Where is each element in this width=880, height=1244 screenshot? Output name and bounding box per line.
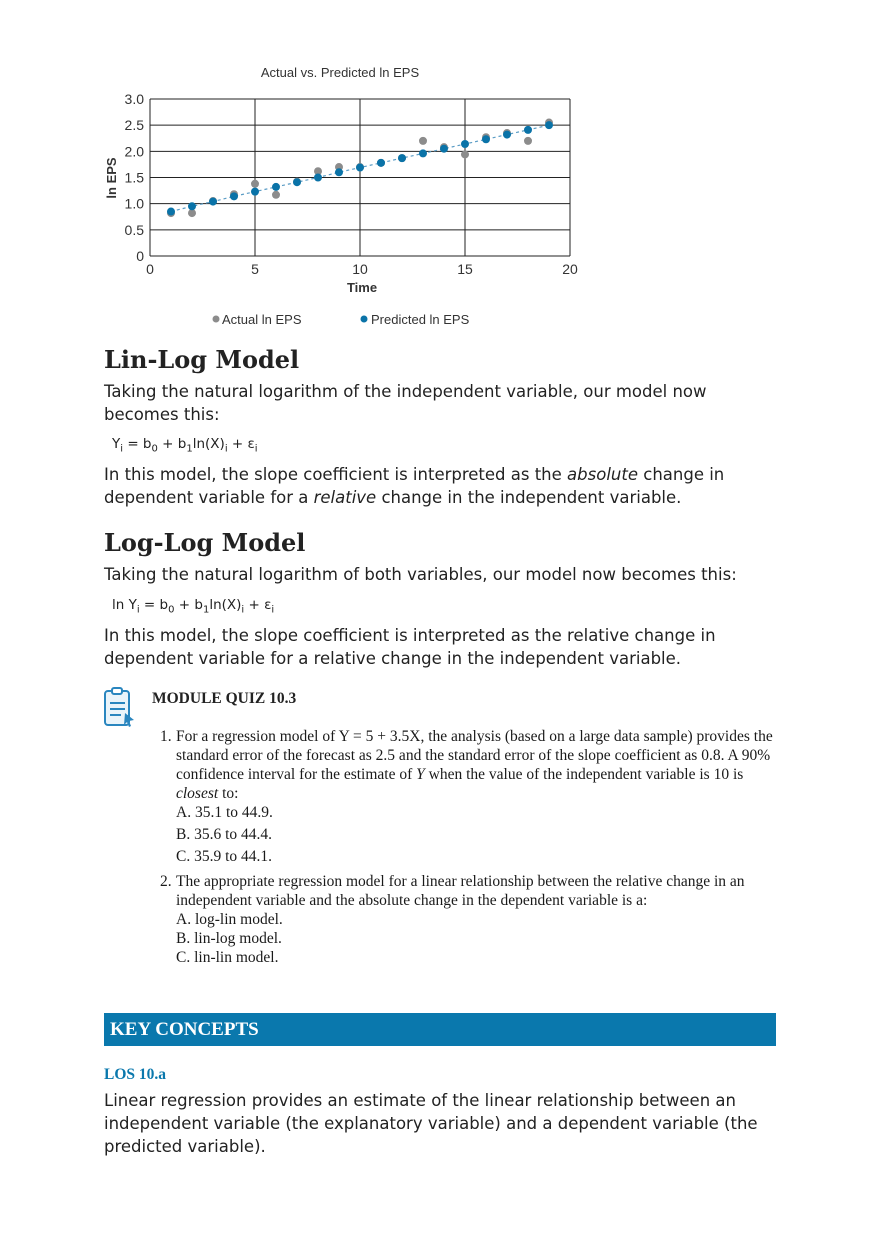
answer-option: B. lin-log model.: [176, 930, 282, 947]
actual-point: [461, 150, 469, 158]
y-tick-label: 0: [136, 248, 144, 264]
y-tick-label: 0.5: [124, 221, 144, 238]
y-axis-label: ln EPS: [104, 157, 119, 199]
x-tick-label: 0: [146, 261, 154, 277]
y-tick-label: 3.0: [124, 91, 144, 107]
predicted-point: [251, 188, 259, 196]
key-concepts-banner: KEY CONCEPTS: [104, 1013, 776, 1046]
predicted-point: [545, 121, 553, 129]
actual-point: [419, 137, 427, 145]
legend-marker-predicted: [361, 316, 368, 323]
predicted-point: [188, 202, 196, 210]
los-text: Linear regression provides an estimate of the linear relationship between an independent variable (the explanatory variable) and a dependent variable (the predicted variable).: [104, 1091, 758, 1156]
chart-title: Actual vs. Predicted ln EPS: [260, 65, 420, 80]
predicted-point: [272, 183, 280, 191]
legend-label-predicted: Predicted ln EPS: [371, 312, 470, 327]
y-tick-label: 1.5: [124, 169, 144, 186]
predicted-point: [356, 164, 364, 172]
answer-option: A. log-lin model.: [176, 911, 283, 928]
predicted-point: [398, 154, 406, 162]
x-tick-label: 20: [562, 261, 578, 277]
log-log-formula: $\ln Y_i = b_0 + b_1\ln(X)_i + \varepsilon_i$: [112, 597, 275, 616]
answer-option: C. 35.9 to 44.1.: [176, 848, 273, 865]
y-tick-label: 1.0: [124, 195, 144, 212]
answer-option: C. lin-lin model.: [176, 949, 279, 966]
legend-marker-actual: [213, 316, 220, 323]
answer-option: A. 35.1 to 44.9.: [176, 804, 273, 821]
answer-option: B. 35.6 to 44.4.: [176, 826, 273, 843]
los-heading: LOS 10.a: [104, 1066, 167, 1083]
legend-label-actual: Actual ln EPS: [222, 312, 302, 327]
predicted-point: [524, 126, 532, 134]
predicted-point: [440, 145, 448, 153]
x-tick-label: 10: [352, 261, 368, 277]
y-tick-label: 2.5: [124, 117, 144, 134]
x-axis-label: Time: [346, 280, 378, 295]
quiz-title: MODULE QUIZ 10.3: [152, 690, 297, 707]
log-log-heading: Log-Log Model: [104, 528, 306, 557]
clipboard-icon: [103, 686, 135, 728]
x-tick-label: 5: [251, 261, 259, 277]
predicted-point: [314, 174, 322, 182]
predicted-point: [482, 135, 490, 143]
quiz-question-2: 2. The appropriate regression model for a linear relationship between the relative change in an independent variable and the absolute change in the dependent variable is a: A. log-lin model. B. lin-log model. C. lin-lin model.: [160, 872, 780, 967]
x-tick-label: 15: [457, 261, 473, 277]
lin-log-formula: $Y_i = b_0 + b_1\ln(X)_i + \varepsilon_i$: [112, 436, 258, 455]
predicted-point: [419, 149, 427, 157]
log-log-explanation: In this model, the slope coefficient is interpreted as the relative change in dependent variable for a relative change in the independent variable.: [104, 626, 716, 668]
lin-log-heading: Lin-Log Model: [104, 345, 300, 374]
predicted-point: [377, 159, 385, 167]
scatter-chart: [100, 58, 600, 338]
predicted-point: [335, 168, 343, 176]
lin-log-intro: Taking the natural logarithm of the independent variable, our model now becomes this:: [104, 382, 707, 424]
predicted-point: [167, 208, 175, 216]
actual-point: [188, 209, 196, 217]
predicted-point: [230, 192, 238, 200]
log-log-intro: Taking the natural logarithm of both variables, our model now becomes this:: [104, 565, 737, 584]
actual-point: [251, 180, 259, 188]
predicted-point: [209, 198, 217, 206]
y-tick-label: 2.0: [124, 143, 144, 160]
predicted-point: [293, 178, 301, 186]
actual-point: [272, 191, 280, 199]
lin-log-explanation: In this model, the slope coefficient is interpreted as the absolute change in dependent variable for a relative change in the independent variable.: [104, 465, 725, 507]
actual-point: [524, 137, 532, 145]
predicted-point: [461, 140, 469, 148]
quiz-question-1: 1. For a regression model of Y = 5 + 3.5X, the analysis (based on a large data sample) provides the standard error of the forecast as 2.5 and the standard error of the slope coefficient as 0.8. A 90% confidence interval for the estimate of Y when the value of the independent variable is 10 is closest to: A. 35.1 to 44.9. B. 35.6 to 44.4. C. 35.9 to 44.1.: [160, 727, 780, 866]
predicted-point: [503, 131, 511, 139]
